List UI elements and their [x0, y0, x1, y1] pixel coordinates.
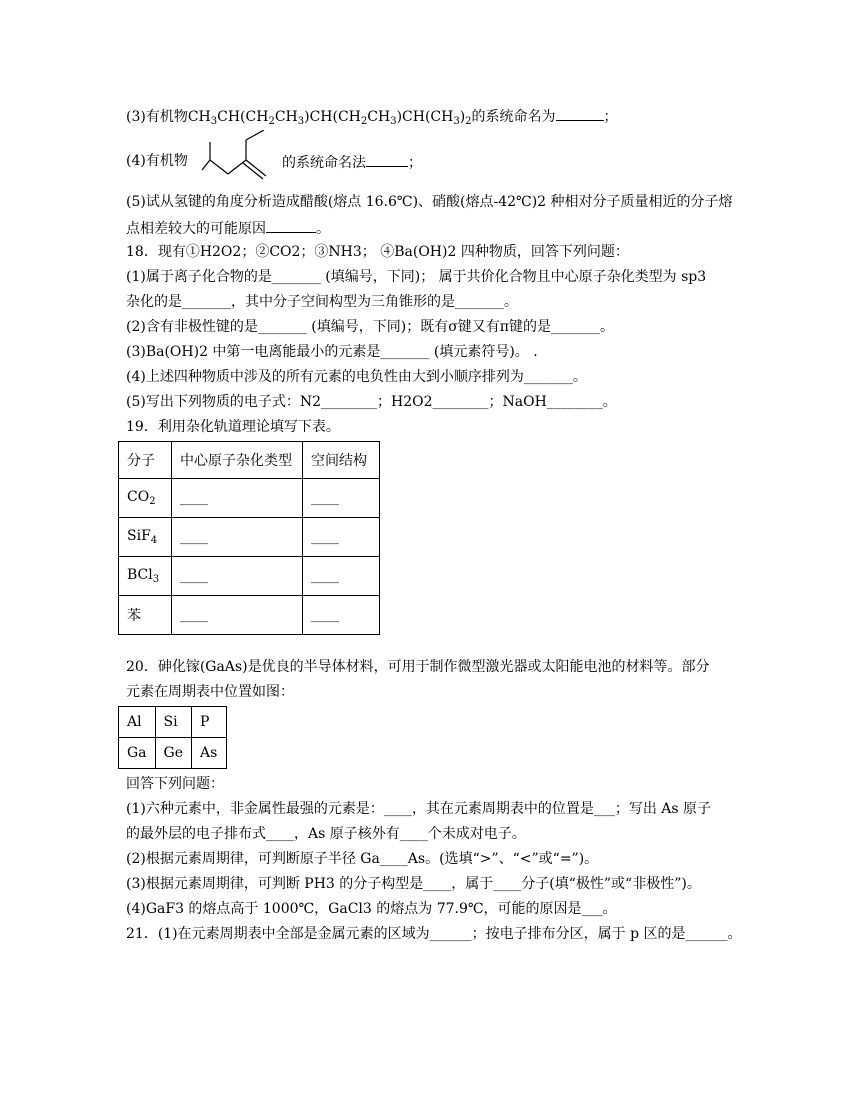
skeletal-structure-icon [200, 130, 280, 190]
table-row [119, 557, 380, 596]
answer-blank[interactable] [266, 218, 316, 233]
answer-cell[interactable]: ____ [172, 557, 303, 596]
q17-p3-end: ； [603, 109, 618, 125]
q17-p4-prefix: (4)有机物 [126, 153, 188, 169]
q17-p3-formula: $CH_3CH(CH_2CH_3)CH(CH_2CH_3)CH(CH_3)_2$ [187, 109, 472, 127]
element-cell: Al [119, 707, 156, 738]
molecule-cell: $CO_2$ [119, 479, 172, 518]
answer-cell[interactable]: ____ [172, 518, 303, 557]
q20-p2: (2)根据元素周期律，可判断原子半径 Ga____As。(选填“>”、“<”或“=”)。 [126, 851, 599, 867]
table-header-row [119, 442, 380, 479]
table-header: 空间结构 [303, 442, 380, 479]
answer-cell[interactable]: ____ [172, 479, 303, 518]
q17-part4 [126, 152, 188, 170]
q17-p5-line2: 点相差较大的可能原因 [126, 221, 266, 237]
answer-cell[interactable]: ____ [303, 557, 380, 596]
element-cell: Ge [155, 738, 191, 769]
table-header: 分子 [119, 442, 172, 479]
molecule-cell: SiF$_4$ [119, 518, 172, 557]
answer-cell[interactable]: ____ [172, 596, 303, 635]
q17-p3-prefix: (3)有机物 [126, 109, 188, 125]
q20-p4: (4)GaF3 的熔点高于 1000℃，GaCl3 的熔点为 77.9℃，可能的原因是___。 [126, 901, 617, 917]
q17-p4-end: ； [408, 155, 422, 171]
answer-cell[interactable]: ____ [303, 518, 380, 557]
answer-cell[interactable]: ____ [303, 479, 380, 518]
table-row [119, 738, 227, 769]
table-row [119, 479, 380, 518]
element-cell: P [192, 707, 227, 738]
q20-p3: (3)根据元素周期律，可判断 PH3 的分子构型是____，属于____分子(填“极性”或“非极性”)。 [126, 876, 701, 892]
q20-line1: 20．砷化镓(GaAs)是优良的半导体材料，可用于制作微型激光器或太阳能电池的材料等。部分 [126, 659, 710, 675]
table-header: 中心原子杂化类型 [172, 442, 303, 479]
q17-p4-suffix: 的系统命名法 [282, 155, 366, 171]
q20-p1-line1: (1)六种元素中，非金属性最强的元素是：____，其在元素周期表中的位置是___；写出 As 原子 [126, 801, 712, 817]
element-cell: Ga [119, 738, 156, 769]
q20-element-table [118, 706, 227, 769]
table-row [119, 707, 227, 738]
q17-part3 [126, 106, 618, 131]
q17-p5-end: 。 [316, 221, 330, 237]
q17-p5-line2-wrap [126, 218, 330, 238]
q20-p1-line2: 的最外层的电子排布式____，As 原子核外有____个未成对电子。 [126, 826, 526, 842]
q17-p3-suffix: 的系统命名为 [471, 109, 556, 125]
q20-answer-intro: 回答下列问题： [126, 776, 224, 792]
table-row [119, 596, 380, 635]
q18-stem: 18．现有①H2O2；②CO2；③NH3； ④Ba(OH)2 四种物质，回答下列问题： [126, 244, 629, 260]
q18-p1-line2: 杂化的是_______，其中分子空间构型为三角锥形的是_______。 [126, 294, 518, 310]
q18-p2: (2)含有非极性键的是_______ (填编号，下同)；既有σ键又有π键的是_______。 [126, 319, 614, 335]
q18-p3: (3)Ba(OH)2 中第一电离能最小的元素是_______ (填元素符号)。 . [126, 344, 538, 360]
element-cell: Si [155, 707, 191, 738]
answer-cell[interactable]: ____ [303, 596, 380, 635]
table-row [119, 518, 380, 557]
q20-line2: 元素在周期表中位置如图： [126, 684, 294, 700]
molecule-cell: BCl$_3$ [119, 557, 172, 596]
answer-blank[interactable] [556, 106, 604, 121]
q18-p5: (5)写出下列物质的电子式：N2________；H2O2________；NaOH________。 [126, 394, 617, 410]
answer-blank[interactable] [366, 152, 408, 167]
q19-stem: 19．利用杂化轨道理论填写下表。 [126, 419, 340, 435]
q18-p1-line1: (1)属于离子化合物的是_______ (填编号，下同)； 属于共价化合物且中心原子杂化类型为 sp3 [126, 269, 707, 285]
q18-p4: (4)上述四种物质中涉及的所有元素的电负性由大到小顺序排列为_______。 [126, 369, 587, 385]
element-cell: As [192, 738, 227, 769]
q21-line1: 21．(1)在元素周期表中全部是金属元素的区域为______；按电子排布分区，属于 p 区的是______。 [126, 926, 742, 942]
q17-part4-rest [282, 152, 422, 172]
q17-p5-line1: (5)试从氢键的角度分析造成醋酸(熔点 16.6℃)、硝酸(熔点-42℃)2 种相对分子质量相近的分子熔 [126, 194, 733, 210]
q19-table [118, 441, 380, 635]
molecule-cell: 苯 [119, 596, 172, 635]
